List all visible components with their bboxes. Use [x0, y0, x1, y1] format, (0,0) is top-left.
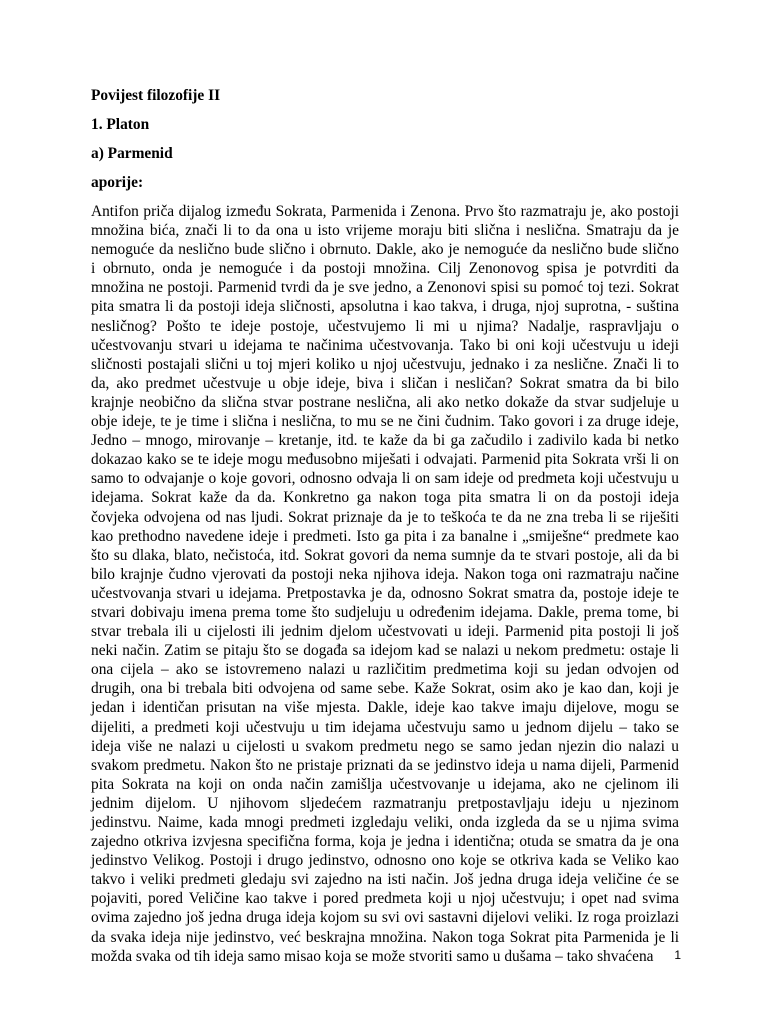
body-line: jedinstvu. Naime, kada mnogi predmeti izgledaju veliki, onda izgleda da se u njima svima — [91, 814, 679, 831]
document-title: Povijest filozofije II — [91, 87, 221, 104]
body-line: sličnosti postajali slični u toj mjeri koliko u njoj učestvuju, jednako i za neslične. Znači li to — [91, 355, 679, 373]
body-line: obje ideje, te je time i slična i neslična, to mu se ne čini čudnim. Tako govori i za druge ideje, — [91, 413, 679, 431]
body-paragraph — [91, 202, 679, 966]
body-line: pojaviti, pored Veličine kao takve i pored predmeta koji u njoj učestvuju; i opet nad svima — [91, 890, 679, 908]
body-line: Jedno – mnogo, mirovanje – kretanje, itd. te kaže da bi ga začudilo i zadivilo kada bi netko — [91, 432, 679, 450]
body-line: idejama. Sokrat kaže da da. Konkretno ga nakon toga pita smatra li on da postoji ideja — [91, 489, 679, 507]
subsection-heading: a) Parmenid — [91, 145, 173, 162]
body-line: čovjeka odvojena od nas ljudi. Sokrat priznaje da je to teškoća te da ne zna treba li se riješiti — [91, 508, 679, 526]
body-line: kao prethodno navedene ideje i predmeti. Isto ga pita i za banalne i „smiješne“ predmete kao — [91, 527, 679, 545]
body-line: dijeliti, a predmeti koji učestvuju u tim idejama učestvuju samo u jednom dijelu – tako se — [91, 718, 679, 736]
body-line: Antifon priča dijalog između Sokrata, Parmenida i Zenona. Prvo što razmatraju je, ako postoji — [91, 203, 679, 220]
body-line: neki način. Zatim se pitaju što se događa sa idejom kad se nalazi u nekom predmetu: ostaje li — [91, 642, 679, 660]
body-line: samo to odvajanje o koje govori, odnosno odvaja li on sam ideje od predmeta koji učestvuju u — [91, 470, 679, 488]
body-line: ideja više ne nalazi u cijelosti u svakom predmetu nego se samo jedan njezin dio nalazi u — [91, 737, 679, 755]
body-line: možda svaka od tih ideja samo misao koja se može stvoriti samo u dušama – tako shvaćena — [91, 947, 654, 965]
page-number: 1 — [674, 948, 681, 962]
body-line: stvari dobivaju imena prema tome što sudjeluju u određenim idejama. Dakle, prema tome, bi — [91, 603, 679, 621]
body-line: ovima zajedno još jedna druga ideja kojom su svi ovi sastavni dijelovi veliki. Iz roga proizlazi — [91, 909, 679, 927]
section-heading: 1. Platon — [91, 116, 150, 133]
body-line: svakom predmetu. Nakon što ne pristaje priznati da se jedinstvo ideja u nama dijeli, Parmenid — [91, 756, 679, 774]
body-line: drugih, ona bi trebala biti odvojena od same sebe. Kaže Sokrat, osim ako je kao dan, koji je — [91, 680, 679, 698]
body-line: bilo krajnje čudno vjerovati da postoji neka njihova ideja. Nakon toga oni razmatraju načine — [91, 565, 679, 583]
body-line: jednim dijelom. U njihovom sljedećem razmatranju pretpostavljaju ideju u njezinom — [91, 794, 679, 812]
body-line: da, ako predmet učestvuje u obje ideje, biva i sličan i nesličan? Sokrat smatra da bi bilo — [91, 374, 679, 392]
document-content — [91, 86, 679, 966]
body-line: dokazao kako se te ideje mogu međusobno miješati i odvajati. Parmenid pita Sokrata vrši li on — [91, 451, 679, 469]
body-line: učestvovanju stvari u idejama te načinima učestvovanja. Tako bi oni koji učestvuju u ideji — [91, 336, 679, 354]
body-line: što su dlaka, blato, nečistoća, itd. Sokrat govori da nema sumnje da te stvari postoje, ali da bi — [91, 546, 679, 564]
topic-label: aporije: — [91, 174, 144, 191]
body-line: takvo i veliki predmeti gledaju svi zajedno na isti način. Još jedna druga ideja veličine će se — [91, 871, 679, 889]
body-line: stvar trebala ili u cijelosti ili jednim djelom učestvovati u ideji. Parmenid pita postoji li još — [91, 623, 679, 641]
body-line: množina ne postoji. Parmenid tvrdi da je sve jedno, a Zenonovi spisi su pomoć toj tezi. Sokrat — [91, 279, 679, 297]
body-line: jedinstvo Velikog. Postoji i drugo jedinstvo, odnosno ono koje se otkriva kada se Veliko kao — [91, 852, 679, 870]
body-line: zajedno otkriva izvjesna specifična forma, koja je jedna i identična; otuda se smatra da je ona — [91, 833, 679, 851]
body-line: pita Sokrata na koji on onda način zamišlja učestvovanje u idejama, ako ne cjelinom ili — [91, 775, 679, 793]
body-line: da svaka ideja nije jedinstvo, već beskrajna množina. Nakon toga Sokrat pita Parmenida je li — [91, 928, 679, 946]
body-line: nemoguće da neslično bude slično i obrnuto. Dakle, ako je nemoguće da neslično bude slično — [91, 241, 679, 259]
body-line: jedan i identičan prisutan na više mjesta. Dakle, ideje kao takve imaju dijelove, mogu se — [91, 699, 679, 717]
body-line: množina bića, znači li to da ona u isto vrijeme moraju biti slična i neslična. Smatraju da je — [91, 222, 679, 240]
body-line: krajnje neobično da slična stvar postrane neslična, ali ako netko dokaže da stvar sudjeluje u — [91, 393, 679, 411]
body-line: ona cijela – ako se istovremeno nalazi u različitim predmetima koji su jedan odvojen od — [91, 661, 679, 679]
body-line: i obrnuto, onda je nemoguće i da postoji množina. Cilj Zenonovog spisa je potvrditi da — [91, 260, 679, 278]
body-line: učestvovanja stvari u idejama. Pretpostavka je da, odnosno Sokrat smatra da, postoje ideje te — [91, 584, 679, 602]
body-line: pita smatra li da postoji ideja sličnosti, apsolutna i kao takva, i druga, njoj suprotna, - suština — [91, 298, 679, 316]
body-line: nesličnog? Pošto te ideje postoje, učestvujemo li mi u njima? Nadalje, raspravljaju o — [91, 317, 679, 335]
